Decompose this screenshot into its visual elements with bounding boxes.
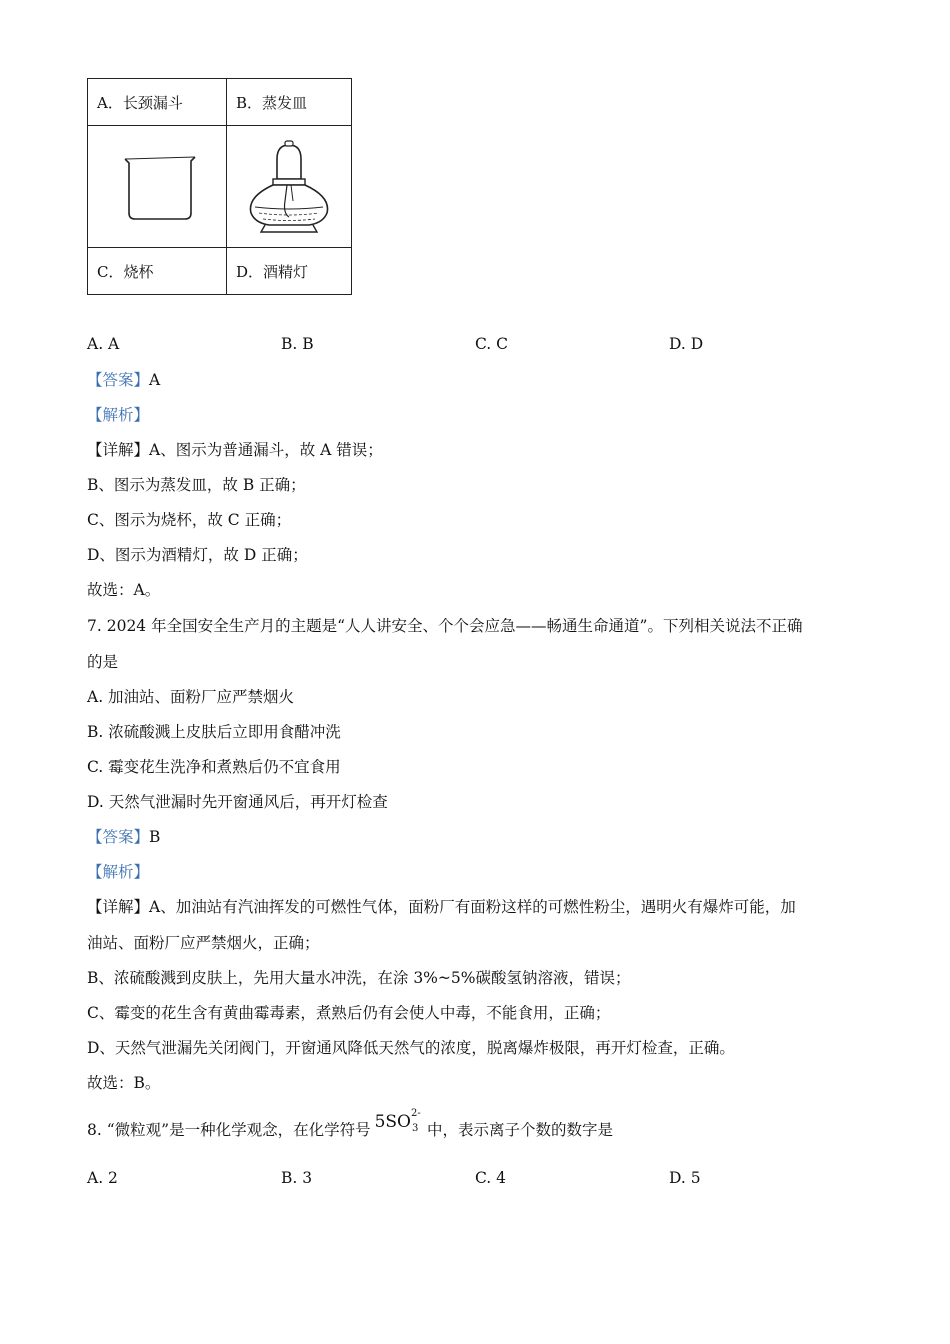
q6-option-d: D. D bbox=[669, 335, 704, 353]
q7-stem-cont: 的是 bbox=[87, 653, 119, 671]
q7-option-a: A. 加油站、面粉厂应严禁烟火 bbox=[87, 688, 295, 706]
q7-stem: 7. 2024 年全国安全生产月的主题是“人人讲安全、个个会应急——畅通生命通道”。下列相关说法不正确 bbox=[87, 617, 803, 635]
q7-conclusion: 故选：B。 bbox=[87, 1074, 161, 1092]
beaker-icon bbox=[117, 147, 197, 227]
q7-answer bbox=[87, 827, 160, 847]
q8-option-c: C. 4 bbox=[475, 1169, 507, 1187]
q6-detail-line: D、图示为酒精灯，故 D 正确； bbox=[87, 546, 308, 564]
q6-detail-line: C、图示为烧杯，故 C 正确； bbox=[87, 511, 292, 529]
q7-detail-line bbox=[87, 897, 796, 917]
alcohol-lamp-image-cell bbox=[227, 126, 352, 248]
q8-stem bbox=[87, 1107, 613, 1141]
answer-value: A bbox=[149, 371, 161, 389]
q8-option-d: D. 5 bbox=[669, 1169, 701, 1187]
q7-detail-line: 油站、面粉厂应严禁烟火，正确； bbox=[87, 934, 320, 952]
detail-tag: 【详解】 bbox=[87, 441, 150, 459]
q7-detail-line: C、霉变的花生含有黄曲霉毒素，煮熟后仍有会使人中毒，不能食用，正确； bbox=[87, 1004, 611, 1022]
formula-charge: 2- bbox=[410, 1107, 421, 1119]
cell-d-label: D．酒精灯 bbox=[227, 248, 352, 295]
detail-text: A、图示为普通漏斗，故 A 错误； bbox=[149, 441, 383, 459]
detail-tag: 【详解】 bbox=[87, 898, 150, 916]
answer-tag: 【答案】 bbox=[87, 371, 150, 389]
cell-c-label: C．烧杯 bbox=[88, 248, 227, 295]
q6-answer bbox=[87, 370, 160, 390]
cell-b-label: B．蒸发皿 bbox=[227, 79, 352, 126]
answer-value: B bbox=[149, 828, 161, 846]
formula-main: 5SO bbox=[374, 1112, 411, 1132]
q8-stem-after: 中，表示离子个数的数字是 bbox=[426, 1121, 613, 1139]
q6-detail-line: B、图示为蒸发皿，故 B 正确； bbox=[87, 476, 306, 494]
answer-tag: 【答案】 bbox=[87, 828, 150, 846]
formula-subscript: 3 bbox=[411, 1122, 419, 1134]
q7-option-c: C. 霉变花生洗净和煮熟后仍不宜食用 bbox=[87, 758, 341, 776]
q6-options bbox=[87, 335, 867, 353]
q8-option-b: B. 3 bbox=[281, 1169, 313, 1187]
cell-a-label: A．长颈漏斗 bbox=[88, 79, 227, 126]
q6-option-b: B. B bbox=[281, 335, 314, 353]
q6-option-c: C. C bbox=[475, 335, 509, 353]
q7-detail-line: B、浓硫酸溅到皮肤上，先用大量水冲洗，在涂 3%~5%碳酸氢钠溶液，错误； bbox=[87, 969, 631, 987]
q7-analysis-tag: 【解析】 bbox=[87, 863, 150, 881]
alcohol-lamp-icon bbox=[239, 139, 339, 234]
detail-text: A、加油站有汽油挥发的可燃性气体，面粉厂有面粉这样的可燃性粉尘，遇明火有爆炸可能，加 bbox=[149, 898, 796, 916]
q6-conclusion: 故选：A。 bbox=[87, 581, 161, 599]
q8-option-a: A. 2 bbox=[87, 1169, 118, 1187]
sulfite-formula bbox=[374, 1107, 423, 1134]
apparatus-table bbox=[87, 78, 352, 295]
q6-option-a: A. A bbox=[87, 335, 120, 353]
q7-option-b: B. 浓硫酸溅上皮肤后立即用食醋冲洗 bbox=[87, 723, 341, 741]
q7-option-d: D. 天然气泄漏时先开窗通风后，再开灯检查 bbox=[87, 793, 388, 811]
q7-detail-line: D、天然气泄漏先关闭阀门，开窗通风降低天然气的浓度，脱离爆炸极限，再开灯检查，正确。 bbox=[87, 1039, 735, 1057]
q6-analysis-tag: 【解析】 bbox=[87, 406, 150, 424]
q8-stem-before: 8. “微粒观”是一种化学观念，在化学符号 bbox=[87, 1121, 371, 1139]
q8-options bbox=[87, 1169, 867, 1187]
q6-detail-line bbox=[87, 440, 383, 460]
beaker-image-cell bbox=[88, 126, 227, 248]
